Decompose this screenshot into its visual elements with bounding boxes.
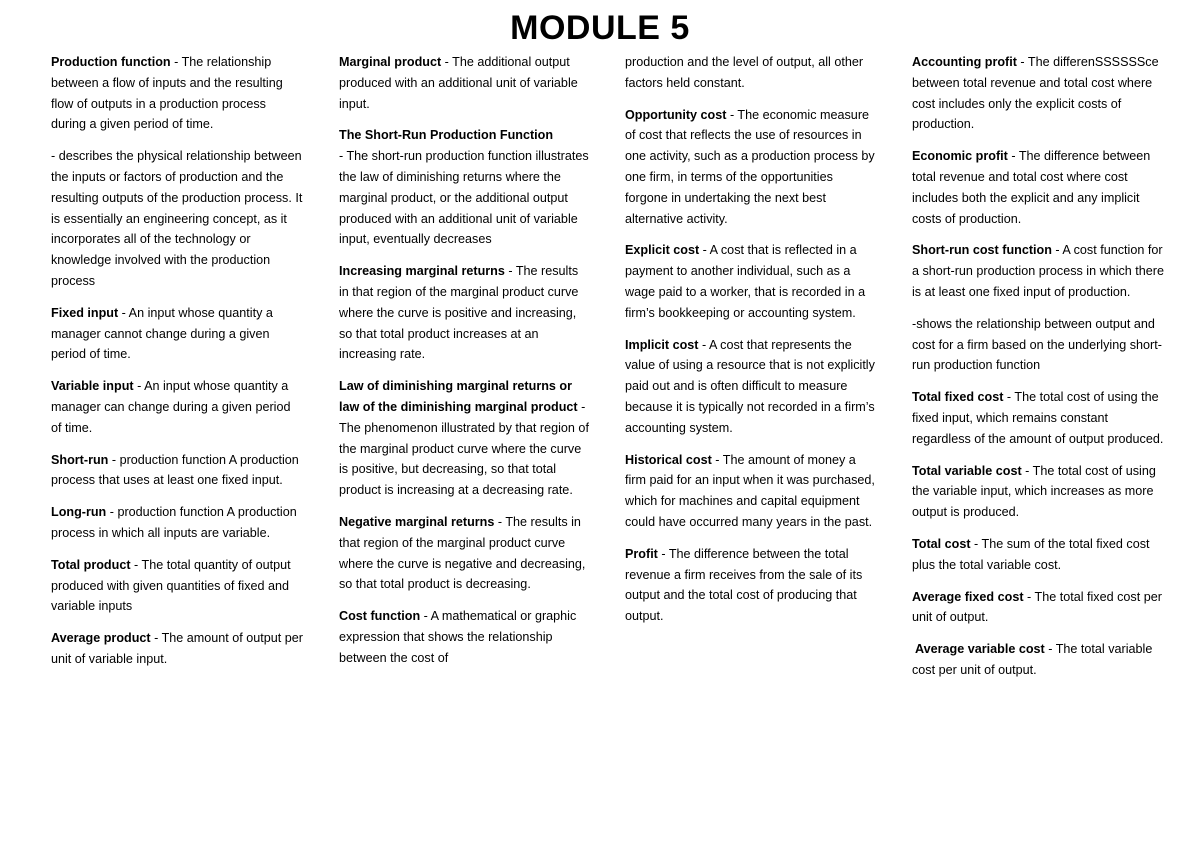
definition: - The economic measure of cost that reflects the use of resources in one activity, such as a production process by one firm, in terms of the opportunities forgone in undertaking the next best alternative activity.: [625, 107, 875, 226]
definition: - The difference between the total revenue a firm receives from the sale of its output and the total cost of producing that output.: [625, 546, 863, 624]
term: Short-run cost function: [912, 243, 1052, 258]
definition-entry: [51, 376, 303, 438]
definition: - The total variable cost per unit of output.: [912, 642, 1153, 677]
term: Marginal product: [339, 55, 442, 69]
definition-entry: [339, 606, 591, 668]
definition: - describes the physical relationship between the inputs or factors of production and the resulting outputs of the production process. It is essentially an engineering concept, as it incorporates all of the technology or knowledge involved with the production process: [51, 149, 303, 288]
term: Cost function: [339, 609, 421, 624]
definition: - The total cost of using the fixed input, which remains constant regardless of the amount of output produced.: [912, 390, 1164, 446]
term: Implicit cost: [625, 337, 699, 352]
term: Production function: [51, 55, 171, 69]
definition: - A cost function for a short-run production process in which there is at least one fixed input of production.: [912, 243, 1165, 299]
definition: - An input whose quantity a manager cannot change during a given period of time.: [51, 305, 273, 362]
definition-entry: [51, 502, 303, 544]
definition-entry: [51, 628, 303, 670]
term: Increasing marginal returns: [339, 264, 505, 279]
definition-entry: [912, 52, 1164, 135]
definition: - A cost that represents the value of using a resource that is not explicitly paid out and is often difficult to measure because it is typically not recorded in a firm’s accounting system.: [625, 337, 875, 435]
definition-entry: [625, 52, 877, 94]
definition-entry: [912, 639, 1164, 681]
term: Accounting profit: [912, 55, 1017, 69]
term: Average variable cost: [915, 642, 1045, 657]
definition-entry: [625, 450, 877, 533]
term: Total variable cost: [912, 463, 1022, 478]
definition: - The additional output produced with an additional unit of variable input.: [339, 55, 578, 111]
definition-entry: [339, 125, 591, 250]
definition: - The phenomenon illustrated by that region of the marginal product curve where the curve is positive, but decreasing, so that total product is increasing at a decreasing rate.: [339, 399, 589, 498]
definition-entry: [912, 461, 1164, 523]
definition: -shows the relationship between output and cost for a firm based on the underlying short-run production function: [912, 316, 1162, 373]
definition: - A cost that is reflected in a payment to another individual, such as a wage paid to a worker, that is recorded in a firm’s bookkeeping or accounting system.: [625, 243, 866, 320]
definition: - The total cost of using the variable input, which increases as more output is produced.: [912, 463, 1156, 520]
term: Profit: [625, 546, 658, 561]
term: Economic profit: [912, 149, 1008, 164]
definition-entry: [625, 105, 877, 230]
term: Total product: [51, 557, 131, 572]
term: Historical cost: [625, 452, 712, 467]
term: Long-run: [51, 505, 107, 520]
definition-entry: [339, 512, 591, 595]
definition: - The results in that region of the marginal product curve where the curve is positive and increasing, so that total product increases at an increasing rate.: [339, 264, 579, 362]
definition-entry: [51, 450, 303, 492]
definition: - The sum of the total fixed cost plus the total variable cost.: [912, 536, 1150, 572]
term: Average fixed cost: [912, 589, 1024, 604]
column-4: [912, 52, 1164, 692]
definition-entry: [912, 240, 1164, 302]
definition: - An input whose quantity a manager can change during a given period of time.: [51, 379, 291, 435]
definition: - The results in that region of the marginal product curve where the curve is negative and decreasing, so that total product is decreasing.: [339, 514, 586, 592]
definition: - A mathematical or graphic expression that shows the relationship between the cost of: [339, 609, 577, 665]
definition-entry: [912, 146, 1164, 229]
term: Total fixed cost: [912, 390, 1004, 405]
definition-entry: [51, 303, 303, 365]
column-1: [51, 52, 303, 681]
definition: - The short-run production function illustrates the law of diminishing returns where the marginal product, or the additional output produced with an additional unit of variable input, eventually decreases: [339, 149, 589, 247]
definition-entry: [339, 261, 591, 365]
term: Negative marginal returns: [339, 514, 495, 529]
definition: - The difference between total revenue and total cost where cost includes both the explicit and any implicit costs of production.: [912, 149, 1151, 226]
term: Opportunity cost: [625, 107, 727, 122]
definition-entry: [912, 534, 1164, 576]
term: Law of diminishing marginal returns or law of the diminishing marginal product: [339, 379, 578, 414]
definition-entry: [912, 587, 1164, 629]
definition: - The amount of output per unit of variable input.: [51, 631, 303, 666]
term: Average product: [51, 631, 151, 646]
term: Variable input: [51, 379, 134, 394]
definition: - The total fixed cost per unit of output.: [912, 589, 1162, 625]
term: Fixed input: [51, 305, 119, 320]
definition-entry: [625, 240, 877, 323]
definition-entry: [912, 387, 1164, 449]
definition-entry: [51, 52, 303, 135]
definition: production and the level of output, all other factors held constant.: [625, 55, 864, 90]
term: The Short-Run Production Function: [339, 128, 554, 143]
definition-entry: [912, 314, 1164, 376]
term: Short-run: [51, 452, 109, 467]
definition-entry: [339, 52, 591, 114]
definition-entry: [625, 544, 877, 627]
column-3: [625, 52, 877, 638]
term: Total cost: [912, 536, 971, 551]
definition-entry: [51, 555, 303, 617]
definition-entry: [51, 146, 303, 292]
column-2: [339, 52, 591, 680]
definition: - The amount of money a firm paid for an input when it was purchased, which for machines and capital equipment could have occurred many years in the past.: [625, 452, 875, 529]
definition: - The relationship between a flow of inputs and the resulting flow of outputs in a production process during a given period of time.: [51, 55, 283, 132]
page-title: MODULE 5: [510, 9, 690, 47]
term: Explicit cost: [625, 243, 700, 258]
definition: - The differenSSSSSSce between total revenue and total cost where cost includes only the explicit costs of production.: [912, 55, 1159, 132]
definition: - The total quantity of output produced with given quantities of fixed and variable inputs: [51, 557, 291, 614]
definition: - production function A production process that uses at least one fixed input.: [51, 452, 299, 488]
definition-entry: [625, 335, 877, 439]
definition: - production function A production process in which all inputs are variable.: [51, 505, 297, 540]
definition-entry: [339, 376, 591, 501]
